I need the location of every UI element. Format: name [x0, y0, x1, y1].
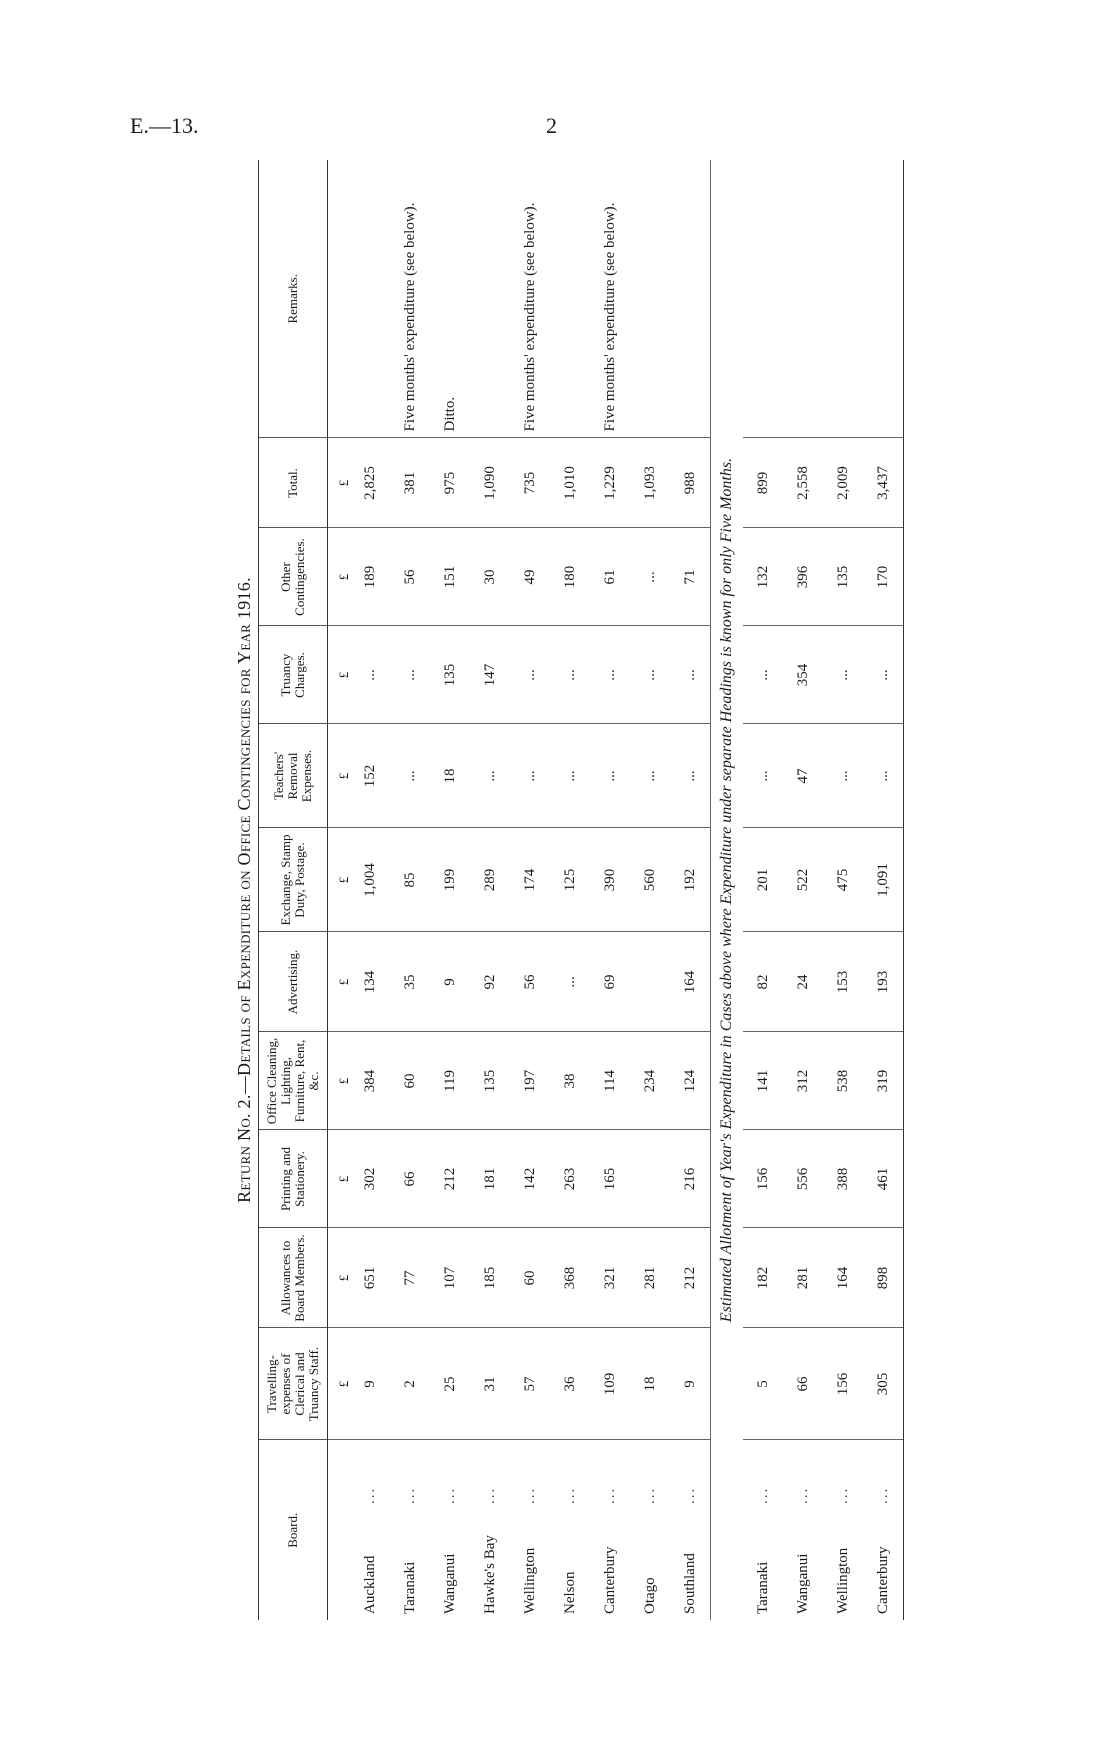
cell-tru: ...: [550, 626, 590, 724]
units-row: [328, 160, 351, 1620]
cell-adv: ...: [550, 932, 590, 1032]
cell-adv: 82: [743, 932, 783, 1032]
cell-other: 180: [550, 528, 590, 626]
board-name: Otago: [641, 1577, 658, 1614]
board-cell: [510, 1440, 550, 1620]
cell-teach: ...: [823, 724, 863, 828]
unit-symbol: £: [328, 1228, 351, 1328]
cell-allow: 368: [550, 1228, 590, 1328]
cell-other: 61: [590, 528, 630, 626]
cell-adv: 164: [670, 932, 711, 1032]
cell-teach: ...: [550, 724, 590, 828]
cell-other: ...: [630, 528, 670, 626]
cell-allow: 651: [350, 1228, 390, 1328]
cell-teach: ...: [630, 724, 670, 828]
cell-total: 899: [743, 438, 783, 528]
page-number: 2: [546, 113, 557, 138]
leader-dots: ...: [361, 1486, 378, 1504]
cell-allow: 898: [863, 1228, 904, 1328]
cell-adv: 134: [350, 932, 390, 1032]
cell-exch: 289: [470, 828, 510, 932]
table-row: [743, 160, 783, 1620]
cell-office: 38: [550, 1032, 590, 1130]
board-name: Auckland: [361, 1555, 378, 1614]
header-row: [259, 160, 328, 1620]
col-allowances: Allowances to Board Members.: [259, 1228, 328, 1328]
cell-exch: 1,004: [350, 828, 390, 932]
leader-dots: ...: [754, 1486, 771, 1504]
cell-allow: 321: [590, 1228, 630, 1328]
cell-office: 319: [863, 1032, 904, 1130]
cell-tru: ...: [630, 626, 670, 724]
cell-teach: 47: [783, 724, 823, 828]
cell-tru: ...: [350, 626, 390, 724]
leader-dots: ...: [521, 1486, 538, 1504]
board-cell: [783, 1440, 823, 1620]
cell-trav: 9: [670, 1328, 711, 1440]
cell-tru: ...: [590, 626, 630, 724]
cell-trav: 156: [823, 1328, 863, 1440]
cell-total: 2,825: [350, 438, 390, 528]
table-row: [630, 160, 670, 1620]
cell-adv: 69: [590, 932, 630, 1032]
table-row: [823, 160, 863, 1620]
table-row: [510, 160, 550, 1620]
col-total: Total.: [259, 438, 328, 528]
board-cell: [390, 1440, 430, 1620]
board-name: Taranaki: [754, 1561, 771, 1614]
estimated-section-title: Estimated Allotment of Year's Expenditure in Cases above where Expenditure under separate Headings is known for only Five Months.: [711, 160, 744, 1620]
cell-total: 3,437: [863, 438, 904, 528]
board-name: Wanganui: [794, 1553, 811, 1614]
cell-adv: 193: [863, 932, 904, 1032]
table-row: [863, 160, 904, 1620]
col-exchange: Exchange, Stamp Duty, Postage.: [259, 828, 328, 932]
cell-tru: 354: [783, 626, 823, 724]
cell-allow: 185: [470, 1228, 510, 1328]
cell-adv: 24: [783, 932, 823, 1032]
col-office: Office Cleaning, Lighting, Furniture, Rent, &c.: [259, 1032, 328, 1130]
cell-trav: 2: [390, 1328, 430, 1440]
cell-total: 988: [670, 438, 711, 528]
board-name: Wellington: [521, 1547, 538, 1614]
cell-total: 975: [430, 438, 470, 528]
remarks-cell: [743, 160, 783, 438]
cell-tru: ...: [743, 626, 783, 724]
cell-office: 141: [743, 1032, 783, 1130]
cell-trav: 18: [630, 1328, 670, 1440]
cell-tru: 147: [470, 626, 510, 724]
board-cell: [670, 1440, 711, 1620]
cell-teach: ...: [390, 724, 430, 828]
remarks-cell: [863, 160, 904, 438]
cell-office: 114: [590, 1032, 630, 1130]
cell-exch: 125: [550, 828, 590, 932]
board-cell: [863, 1440, 904, 1620]
cell-teach: ...: [470, 724, 510, 828]
cell-teach: ...: [863, 724, 904, 828]
board-cell: [630, 1440, 670, 1620]
cell-office: 384: [350, 1032, 390, 1130]
cell-print: [630, 1130, 670, 1228]
table-row: [470, 160, 510, 1620]
leader-dots: ...: [481, 1486, 498, 1504]
cell-exch: 174: [510, 828, 550, 932]
board-cell: [743, 1440, 783, 1620]
col-printing: Printing and Stationery.: [259, 1130, 328, 1228]
table-row: [783, 160, 823, 1620]
col-board: Board.: [259, 1440, 328, 1620]
cell-print: 388: [823, 1130, 863, 1228]
cell-teach: ...: [743, 724, 783, 828]
cell-allow: 77: [390, 1228, 430, 1328]
unit-symbol: £: [328, 1328, 351, 1440]
cell-teach: ...: [670, 724, 711, 828]
cell-other: 135: [823, 528, 863, 626]
table-row: [350, 160, 390, 1620]
board-name: Wellington: [834, 1547, 851, 1614]
cell-print: 181: [470, 1130, 510, 1228]
return-number: Return No. 2.—: [234, 1075, 254, 1203]
board-cell: [350, 1440, 390, 1620]
remarks-cell: [470, 160, 510, 438]
board-name: Canterbury: [874, 1546, 891, 1614]
cell-allow: 182: [743, 1228, 783, 1328]
cell-other: 30: [470, 528, 510, 626]
cell-print: 216: [670, 1130, 711, 1228]
cell-tru: ...: [863, 626, 904, 724]
title-text: Details of Expenditure on Office Contingencies for Year 1916.: [234, 577, 254, 1076]
remarks-cell: Five months' expenditure (see below).: [590, 160, 630, 438]
cell-other: 132: [743, 528, 783, 626]
cell-total: 1,090: [470, 438, 510, 528]
cell-other: 71: [670, 528, 711, 626]
cell-trav: 25: [430, 1328, 470, 1440]
cell-exch: 475: [823, 828, 863, 932]
board-cell: [590, 1440, 630, 1620]
board-name: Taranaki: [401, 1561, 418, 1614]
cell-tru: ...: [510, 626, 550, 724]
leader-dots: ...: [794, 1486, 811, 1504]
cell-adv: 9: [430, 932, 470, 1032]
cell-other: 49: [510, 528, 550, 626]
cell-adv: [630, 932, 670, 1032]
remarks-cell: [783, 160, 823, 438]
cell-total: 1,010: [550, 438, 590, 528]
cell-trav: 5: [743, 1328, 783, 1440]
cell-print: 66: [390, 1130, 430, 1228]
col-other: Other Contingencies.: [259, 528, 328, 626]
board-cell: [430, 1440, 470, 1620]
cell-other: 170: [863, 528, 904, 626]
cell-adv: 56: [510, 932, 550, 1032]
unit-symbol: £: [328, 528, 351, 626]
cell-total: 735: [510, 438, 550, 528]
cell-allow: 60: [510, 1228, 550, 1328]
cell-other: 56: [390, 528, 430, 626]
cell-office: 124: [670, 1032, 711, 1130]
cell-teach: ...: [590, 724, 630, 828]
unit-symbol: £: [328, 724, 351, 828]
cell-office: 119: [430, 1032, 470, 1130]
cell-total: 2,558: [783, 438, 823, 528]
cell-office: 60: [390, 1032, 430, 1130]
remarks-cell: [350, 160, 390, 438]
units-spacer: [328, 160, 351, 438]
table-row: [670, 160, 711, 1620]
table-title: [230, 160, 258, 1620]
cell-trav: 36: [550, 1328, 590, 1440]
cell-exch: 522: [783, 828, 823, 932]
remarks-cell: [823, 160, 863, 438]
remarks-cell: [550, 160, 590, 438]
cell-other: 189: [350, 528, 390, 626]
col-advertising: Advertising.: [259, 932, 328, 1032]
cell-trav: 305: [863, 1328, 904, 1440]
cell-trav: 9: [350, 1328, 390, 1440]
board-name: Hawke's Bay: [481, 1535, 498, 1614]
table-row: [390, 160, 430, 1620]
cell-teach: 18: [430, 724, 470, 828]
cell-tru: ...: [390, 626, 430, 724]
cell-print: 461: [863, 1130, 904, 1228]
cell-teach: ...: [510, 724, 550, 828]
remarks-cell: Ditto.: [430, 160, 470, 438]
cell-exch: 560: [630, 828, 670, 932]
col-travelling: Travelling-expenses of Clerical and Truancy Staff.: [259, 1328, 328, 1440]
cell-adv: 35: [390, 932, 430, 1032]
cell-print: 556: [783, 1130, 823, 1228]
cell-print: 212: [430, 1130, 470, 1228]
cell-trav: 31: [470, 1328, 510, 1440]
unit-symbol: £: [328, 438, 351, 528]
cell-print: 142: [510, 1130, 550, 1228]
units-spacer: [328, 1440, 351, 1620]
cell-print: 156: [743, 1130, 783, 1228]
estimated-section-row: [711, 160, 744, 1620]
cell-exch: 390: [590, 828, 630, 932]
cell-office: 135: [470, 1032, 510, 1130]
cell-allow: 164: [823, 1228, 863, 1328]
col-teachers: Teachers' Removal Expenses.: [259, 724, 328, 828]
cell-teach: 152: [350, 724, 390, 828]
cell-trav: 66: [783, 1328, 823, 1440]
cell-office: 197: [510, 1032, 550, 1130]
cell-allow: 281: [630, 1228, 670, 1328]
leader-dots: ...: [641, 1486, 658, 1504]
document-reference: E.—13.: [130, 113, 199, 138]
cell-exch: 85: [390, 828, 430, 932]
unit-symbol: £: [328, 828, 351, 932]
remarks-cell: Five months' expenditure (see below).: [510, 160, 550, 438]
cell-total: 381: [390, 438, 430, 528]
unit-symbol: £: [328, 1032, 351, 1130]
board-name: Southland: [681, 1553, 698, 1614]
leader-dots: ...: [561, 1486, 578, 1504]
table-body: [328, 160, 904, 1620]
cell-exch: 1,091: [863, 828, 904, 932]
cell-total: 1,093: [630, 438, 670, 528]
cell-office: 234: [630, 1032, 670, 1130]
cell-allow: 212: [670, 1228, 711, 1328]
table-row: [430, 160, 470, 1620]
leader-dots: ...: [834, 1486, 851, 1504]
cell-allow: 107: [430, 1228, 470, 1328]
remarks-cell: [670, 160, 711, 438]
cell-print: 302: [350, 1130, 390, 1228]
board-cell: [823, 1440, 863, 1620]
cell-print: 263: [550, 1130, 590, 1228]
cell-total: 1,229: [590, 438, 630, 528]
board-name: Wanganui: [441, 1553, 458, 1614]
cell-trav: 109: [590, 1328, 630, 1440]
leader-dots: ...: [441, 1486, 458, 1504]
cell-other: 151: [430, 528, 470, 626]
remarks-cell: [630, 160, 670, 438]
cell-office: 538: [823, 1032, 863, 1130]
expenditure-table: [258, 160, 904, 1620]
cell-allow: 281: [783, 1228, 823, 1328]
leader-dots: ...: [874, 1486, 891, 1504]
unit-symbol: £: [328, 1130, 351, 1228]
cell-tru: ...: [823, 626, 863, 724]
unit-symbol: £: [328, 626, 351, 724]
leader-dots: ...: [681, 1486, 698, 1504]
unit-symbol: £: [328, 932, 351, 1032]
board-name: Canterbury: [601, 1546, 618, 1614]
rotated-table-page: [230, 160, 930, 1620]
cell-adv: 92: [470, 932, 510, 1032]
cell-other: 396: [783, 528, 823, 626]
leader-dots: ...: [401, 1486, 418, 1504]
cell-exch: 192: [670, 828, 711, 932]
board-cell: [470, 1440, 510, 1620]
table-row: [550, 160, 590, 1620]
board-cell: [550, 1440, 590, 1620]
col-truancy: Truancy Charges.: [259, 626, 328, 724]
cell-print: 165: [590, 1130, 630, 1228]
col-remarks: Remarks.: [259, 160, 328, 438]
cell-exch: 199: [430, 828, 470, 932]
remarks-cell: Five months' expenditure (see below).: [390, 160, 430, 438]
cell-total: 2,009: [823, 438, 863, 528]
board-name: Nelson: [561, 1571, 578, 1614]
cell-tru: ...: [670, 626, 711, 724]
table-row: [590, 160, 630, 1620]
cell-exch: 201: [743, 828, 783, 932]
cell-adv: 153: [823, 932, 863, 1032]
leader-dots: ...: [601, 1486, 618, 1504]
cell-trav: 57: [510, 1328, 550, 1440]
cell-office: 312: [783, 1032, 823, 1130]
cell-tru: 135: [430, 626, 470, 724]
